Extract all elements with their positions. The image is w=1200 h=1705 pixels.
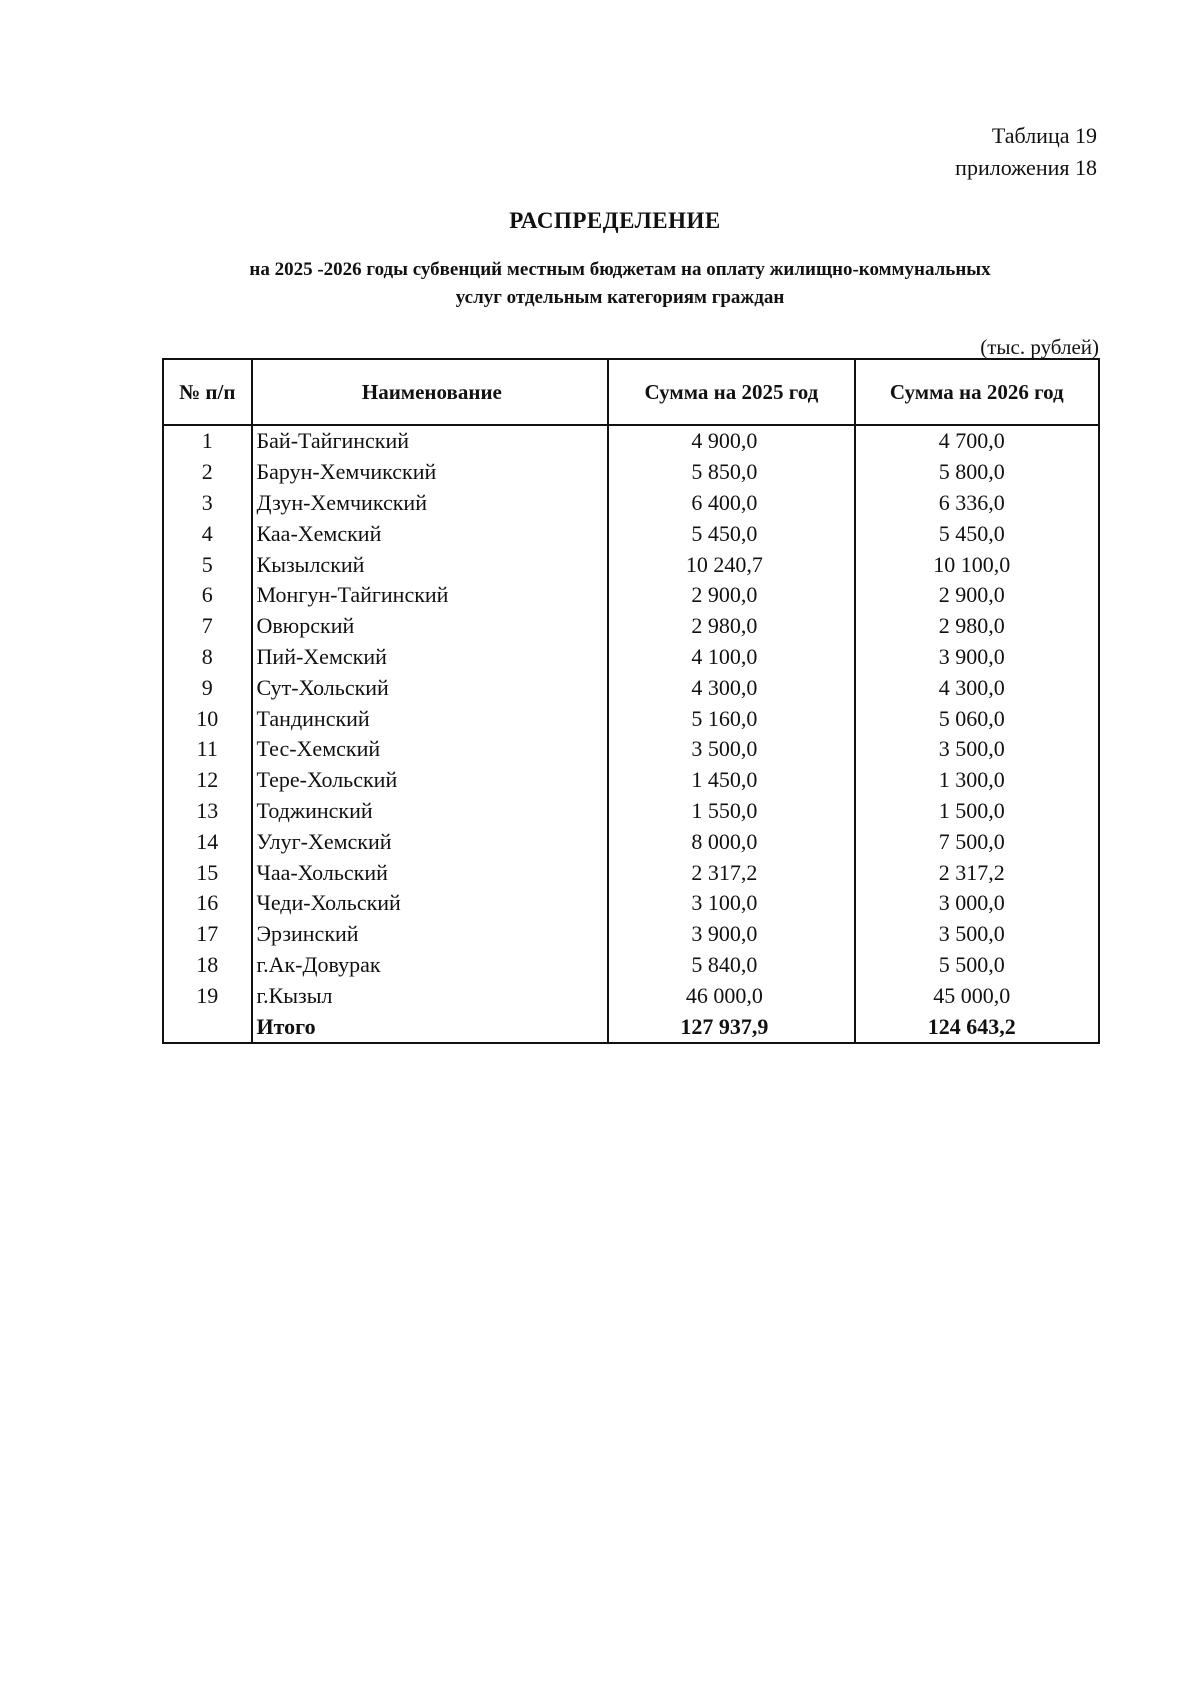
row-name: г.Кызыл <box>252 980 609 1011</box>
row-sum-2026: 1 500,0 <box>855 796 1099 827</box>
table-number: Таблица 19 <box>991 123 1097 148</box>
row-number: 6 <box>163 580 252 611</box>
row-name: Каа-Хемский <box>252 518 609 549</box>
row-number: 4 <box>163 518 252 549</box>
row-sum-2025: 2 900,0 <box>608 580 854 611</box>
row-sum-2025: 6 400,0 <box>608 488 854 519</box>
total-label: Итого <box>252 1011 609 1043</box>
header-name: Наименование <box>252 359 609 425</box>
table-row <box>163 425 1099 457</box>
row-name: г.Ак-Довурак <box>252 950 609 981</box>
table-row <box>163 857 1099 888</box>
row-number: 16 <box>163 888 252 919</box>
row-name: Кызылский <box>252 549 609 580</box>
row-sum-2026: 1 300,0 <box>855 765 1099 796</box>
table-row <box>163 549 1099 580</box>
row-sum-2025: 5 160,0 <box>608 703 854 734</box>
total-num <box>163 1011 252 1043</box>
row-name: Монгун-Тайгинский <box>252 580 609 611</box>
row-number: 9 <box>163 672 252 703</box>
row-number: 13 <box>163 796 252 827</box>
header-sum-2026: Сумма на 2026 год <box>855 359 1099 425</box>
appendix-number: приложения 18 <box>955 155 1097 180</box>
total-sum-2025: 127 937,9 <box>608 1011 854 1043</box>
row-name: Дзун-Хемчикский <box>252 488 609 519</box>
table-row <box>163 919 1099 950</box>
row-sum-2025: 3 500,0 <box>608 734 854 765</box>
row-number: 3 <box>163 488 252 519</box>
row-sum-2026: 2 980,0 <box>855 611 1099 642</box>
row-sum-2025: 3 100,0 <box>608 888 854 919</box>
row-sum-2025: 2 980,0 <box>608 611 854 642</box>
row-sum-2026: 5 450,0 <box>855 518 1099 549</box>
row-sum-2026: 7 500,0 <box>855 826 1099 857</box>
row-name: Барун-Хемчикский <box>252 457 609 488</box>
row-sum-2025: 5 840,0 <box>608 950 854 981</box>
row-sum-2026: 3 900,0 <box>855 642 1099 673</box>
row-name: Тоджинский <box>252 796 609 827</box>
row-sum-2025: 1 450,0 <box>608 765 854 796</box>
row-number: 10 <box>163 703 252 734</box>
header-num: № п/п <box>163 359 252 425</box>
row-sum-2026: 5 800,0 <box>855 457 1099 488</box>
subtitle-line-2: услуг отдельным категориям граждан <box>455 287 785 308</box>
total-sum-2026: 124 643,2 <box>855 1011 1099 1043</box>
table-body <box>163 425 1099 1043</box>
row-number: 15 <box>163 857 252 888</box>
units-label: (тыс. рублей) <box>980 335 1099 359</box>
row-name: Тере-Хольский <box>252 765 609 796</box>
row-name: Бай-Тайгинский <box>252 425 609 457</box>
row-sum-2026: 3 000,0 <box>855 888 1099 919</box>
row-sum-2026: 10 100,0 <box>855 549 1099 580</box>
row-sum-2025: 1 550,0 <box>608 796 854 827</box>
row-name: Овюрский <box>252 611 609 642</box>
row-sum-2025: 4 300,0 <box>608 672 854 703</box>
table-header-row <box>163 359 1099 425</box>
row-number: 18 <box>163 950 252 981</box>
row-sum-2026: 3 500,0 <box>855 919 1099 950</box>
table-row <box>163 980 1099 1011</box>
row-sum-2026: 5 500,0 <box>855 950 1099 981</box>
row-number: 7 <box>163 611 252 642</box>
table-row <box>163 796 1099 827</box>
table-row <box>163 642 1099 673</box>
document-title: РАСПРЕДЕЛЕНИЕ <box>509 208 721 233</box>
table-row <box>163 765 1099 796</box>
table-row <box>163 734 1099 765</box>
table-row <box>163 611 1099 642</box>
row-number: 14 <box>163 826 252 857</box>
table-reference <box>955 120 1097 184</box>
row-sum-2025: 4 900,0 <box>608 425 854 457</box>
row-name: Чеди-Хольский <box>252 888 609 919</box>
row-name: Тес-Хемский <box>252 734 609 765</box>
table-row <box>163 488 1099 519</box>
row-number: 8 <box>163 642 252 673</box>
table-row <box>163 826 1099 857</box>
row-name: Пий-Хемский <box>252 642 609 673</box>
row-name: Эрзинский <box>252 919 609 950</box>
row-sum-2025: 3 900,0 <box>608 919 854 950</box>
row-sum-2025: 8 000,0 <box>608 826 854 857</box>
row-sum-2025: 2 317,2 <box>608 857 854 888</box>
row-number: 12 <box>163 765 252 796</box>
row-sum-2026: 5 060,0 <box>855 703 1099 734</box>
row-sum-2025: 4 100,0 <box>608 642 854 673</box>
row-number: 5 <box>163 549 252 580</box>
row-number: 19 <box>163 980 252 1011</box>
row-sum-2025: 46 000,0 <box>608 980 854 1011</box>
row-sum-2026: 3 500,0 <box>855 734 1099 765</box>
row-sum-2026: 4 300,0 <box>855 672 1099 703</box>
header-sum-2025: Сумма на 2025 год <box>608 359 854 425</box>
table-row <box>163 580 1099 611</box>
table-row <box>163 672 1099 703</box>
row-name: Чаа-Хольский <box>252 857 609 888</box>
table-row <box>163 518 1099 549</box>
document-subtitle <box>160 256 1080 312</box>
row-sum-2025: 5 850,0 <box>608 457 854 488</box>
table-row <box>163 703 1099 734</box>
table-row <box>163 457 1099 488</box>
row-number: 1 <box>163 425 252 457</box>
row-number: 17 <box>163 919 252 950</box>
subtitle-line-1: на 2025 -2026 годы субвенций местным бюджетам на оплату жилищно-коммунальных <box>249 259 991 280</box>
row-sum-2026: 2 900,0 <box>855 580 1099 611</box>
table-row <box>163 950 1099 981</box>
table-row <box>163 888 1099 919</box>
row-sum-2026: 45 000,0 <box>855 980 1099 1011</box>
row-number: 2 <box>163 457 252 488</box>
row-name: Улуг-Хемский <box>252 826 609 857</box>
row-sum-2026: 4 700,0 <box>855 425 1099 457</box>
distribution-table <box>162 358 1100 1044</box>
row-sum-2025: 10 240,7 <box>608 549 854 580</box>
row-name: Тандинский <box>252 703 609 734</box>
row-number: 11 <box>163 734 252 765</box>
row-name: Сут-Хольский <box>252 672 609 703</box>
row-sum-2026: 2 317,2 <box>855 857 1099 888</box>
total-row <box>163 1011 1099 1043</box>
row-sum-2025: 5 450,0 <box>608 518 854 549</box>
row-sum-2026: 6 336,0 <box>855 488 1099 519</box>
